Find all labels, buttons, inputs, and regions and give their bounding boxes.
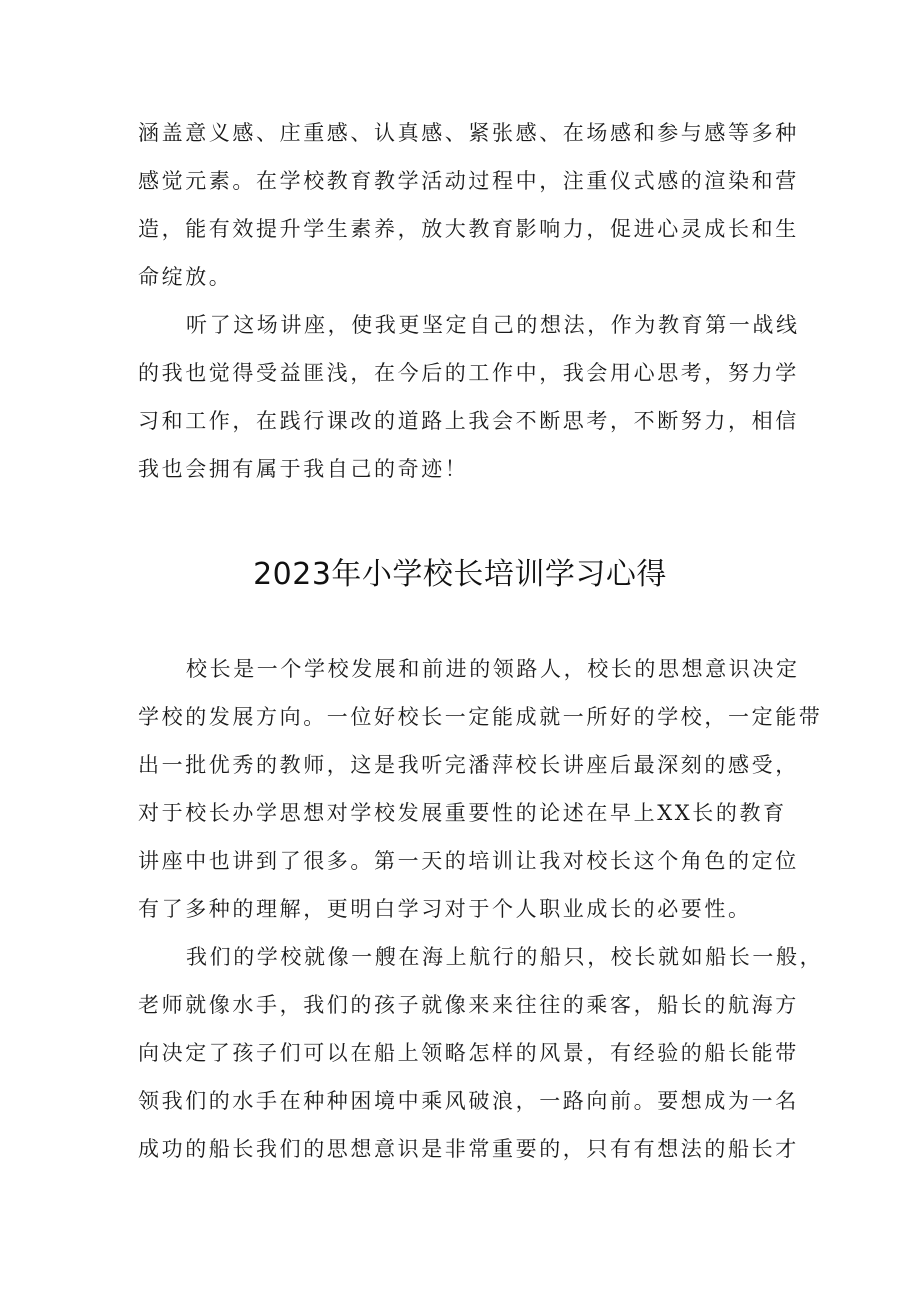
continuation-line-2: 感觉元素。在学校教育教学活动过程中，注重仪式感的渲染和营 [138, 169, 799, 193]
article-p1-line-1: 校长是一个学校发展和前进的领路人，校长的思想意识决定 [186, 657, 800, 681]
reflection-line-4: 我也会拥有属于我自己的奇迹！ [138, 457, 469, 481]
continuation-line-3: 造，能有效提升学生素养，放大教育影响力，促进心灵成长和生 [138, 217, 799, 241]
article-p2-line-2: 老师就像水手，我们的孩子就像来来往往的乘客，船长的航海方 [138, 993, 799, 1017]
article-p1-line-2: 学校的发展方向。一位好校长一定能成就一所好的学校，一定能带 [138, 705, 823, 729]
article-p1-line-4: 对于校长办学思想对学校发展重要性的论述在早上XX长的教育 [138, 801, 787, 825]
article-p2-line-1: 我们的学校就像一艘在海上航行的船只，校长就如船长一般， [186, 945, 824, 969]
reflection-line-3: 习和工作，在践行课改的道路上我会不断思考，不断努力，相信 [138, 409, 799, 433]
continuation-line-4: 命绽放。 [138, 265, 233, 289]
article-p1-line-3: 出一批优秀的教师，这是我听完潘萍校长讲座后最深刻的感受， [138, 753, 799, 777]
article-p2-line-3: 向决定了孩子们可以在船上领略怎样的风景，有经验的船长能带 [138, 1041, 799, 1065]
reflection-line-2: 的我也觉得受益匪浅，在今后的工作中，我会用心思考，努力学 [138, 361, 799, 385]
article-p2-line-5: 成功的船长我们的思想意识是非常重要的，只有有想法的船长才 [138, 1137, 799, 1161]
continuation-line-1: 涵盖意义感、庄重感、认真感、紧张感、在场感和参与感等多种 [138, 121, 799, 145]
article-p1-line-6: 有了多种的理解，更明白学习对于个人职业成长的必要性。 [138, 897, 752, 921]
article-p2-line-4: 领我们的水手在种种困境中乘风破浪，一路向前。要想成为一名 [138, 1089, 799, 1113]
article-p1-line-5: 讲座中也讲到了很多。第一天的培训让我对校长这个角色的定位 [138, 849, 799, 873]
article-title: 2023年小学校长培训学习心得 [253, 557, 667, 592]
reflection-line-1: 听了这场讲座，使我更坚定自己的想法，作为教育第一战线 [186, 313, 800, 337]
